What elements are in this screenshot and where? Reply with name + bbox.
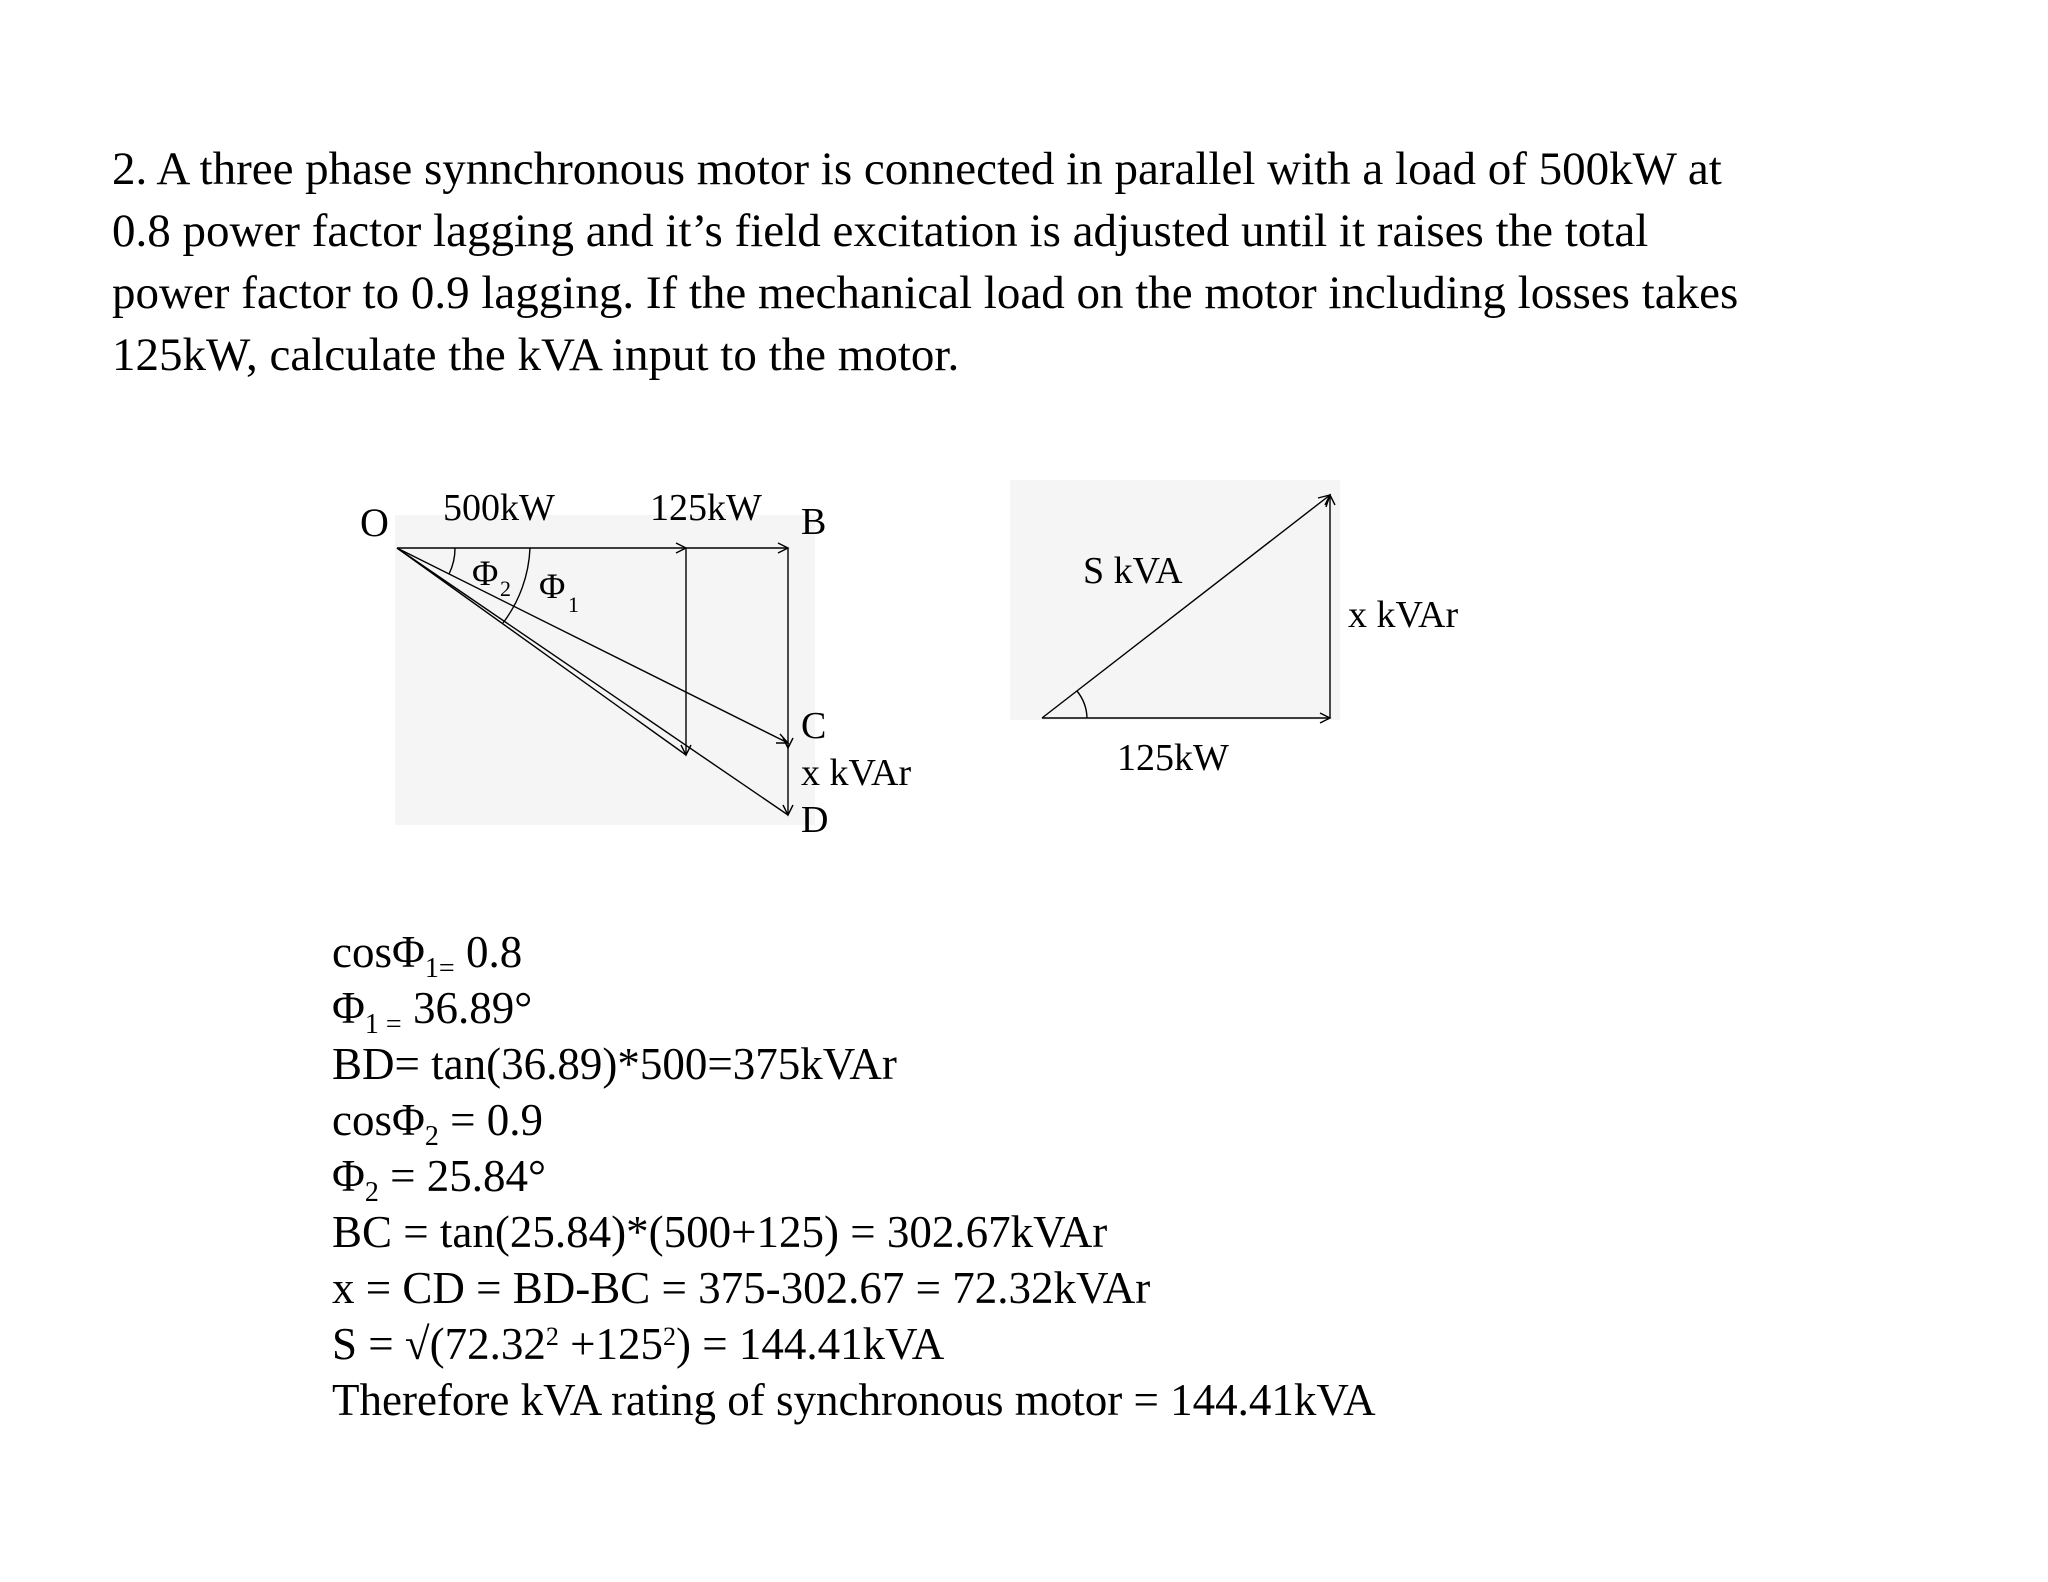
diagram1-background xyxy=(395,515,815,825)
label-phi2-sub: 2 xyxy=(500,576,511,601)
problem-line-3: power factor to 0.9 lagging. If the mechanical load on the motor including losses takes xyxy=(112,267,1739,319)
solution-line-8: $S = √(72.32^2 +125^2) = 144.41kVA$ xyxy=(332,1319,945,1369)
problem-line-1: 2. A three phase synnchronous motor is connected in parallel with a load of 500kW at xyxy=(112,143,1722,195)
solution-line-4: cosΦ$_2$ = 0.9 xyxy=(332,1095,544,1152)
solution-line-1: cosΦ$_{1=}$ 0.8 xyxy=(332,927,523,984)
label-125kw-bottom: 125kW xyxy=(1117,737,1229,779)
label-phi1-sub: 1 xyxy=(568,592,579,617)
problem-line-2: 0.8 power factor lagging and it’s field excitation is adjusted until it raises the total xyxy=(112,205,1649,257)
label-phi1: Φ xyxy=(539,566,566,606)
solution-line-2: $\Phi_{1 =}$ 36.89° xyxy=(332,983,533,1040)
label-C: C xyxy=(801,705,827,747)
diagram2-background xyxy=(1010,480,1340,720)
solution-line-7: x = CD = BD-BC = 375-302.67 = 72.32kVAr xyxy=(332,1263,1151,1313)
solution-line-3: BD= tan(36.89)*500=375kVAr xyxy=(332,1039,897,1089)
solution-line-5: $\Phi_2 = 25.84^\circ$ xyxy=(332,1151,547,1208)
label-x-kvar-1: x kVAr xyxy=(801,752,912,794)
label-s-kva: S kVA xyxy=(1083,550,1183,592)
solution-line-6: BC = tan(25.84)*(500+125) = 302.67kVAr xyxy=(332,1207,1108,1257)
label-500kw: 500kW xyxy=(443,487,555,529)
label-phi2: Φ xyxy=(472,553,499,593)
label-O: O xyxy=(360,500,389,545)
problem-line-4: 125kW, calculate the kVA input to the motor. xyxy=(112,329,960,381)
solution-line-9: Therefore kVA rating of synchronous motor = 144.41kVA xyxy=(332,1375,1376,1425)
label-125kw-top: 125kW xyxy=(650,487,762,529)
label-D: D xyxy=(801,799,829,841)
label-x-kvar-2: x kVAr xyxy=(1348,594,1459,636)
solution-steps xyxy=(332,924,1376,1428)
label-B: B xyxy=(801,501,827,543)
